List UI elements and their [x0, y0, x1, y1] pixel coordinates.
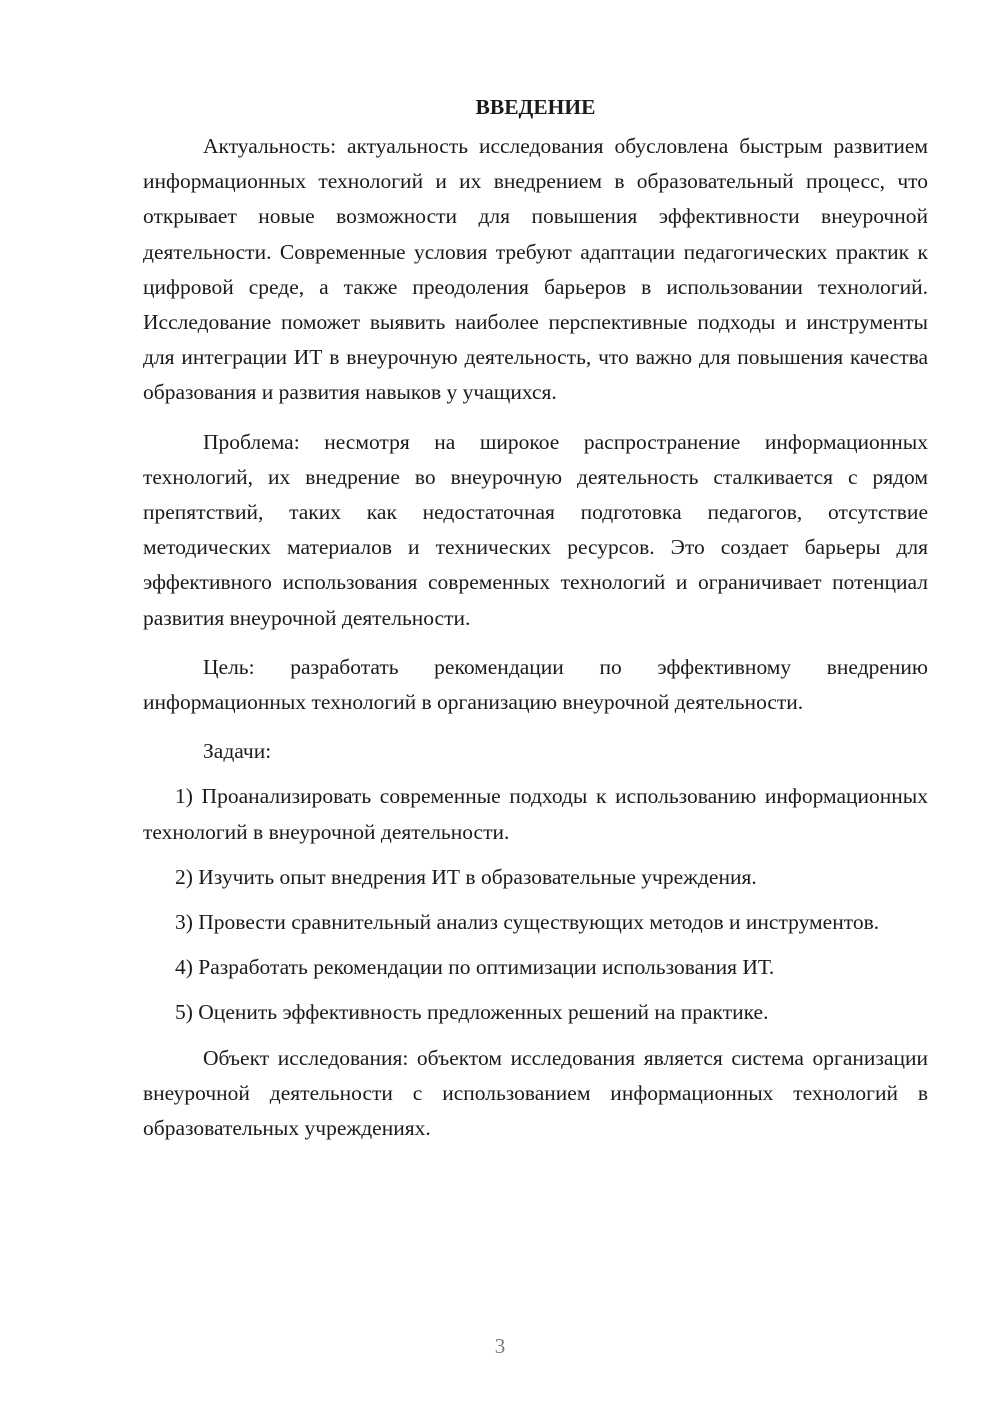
task-item-3: 3) Провести сравнительный анализ существующих методов и инструментов. [175, 910, 880, 935]
goal-paragraph: Цель: разработать рекомендации по эффективному внедрению информационных технологий в организацию внеурочной деятельности. [143, 654, 928, 715]
page-title: ВВЕДЕНИЕ [475, 95, 596, 119]
relevance-paragraph: Актуальность: актуальность исследования обусловлена быстрым развитием информационных технологий и их внедрением в образовательный процесс, что открывает новые возможности для повышения эффективности внеурочной деятельности. Современные условия требуют адаптации педагогических практик к цифровой среде, а также преодоления барьеров в использовании технологий. Исследование поможет выявить наиболее перспективные подходы и инструменты для интеграции ИТ в внеурочную деятельность, что важно для повышения качества образования и развития навыков у учащихся. [143, 134, 928, 405]
task-item-1: 1) Проанализировать современные подходы к использованию информационных технологий в внеурочной деятельности. [143, 784, 928, 844]
task-item-4: 4) Разработать рекомендации по оптимизации использования ИТ. [175, 955, 775, 980]
page-number: 3 [494, 1334, 506, 1358]
object-paragraph: Объект исследования: объектом исследования является система организации внеурочной деятельности с использованием информационных технологий в образовательных учреждениях. [143, 1045, 928, 1141]
task-item-5: 5) Оценить эффективность предложенных решений на практике. [175, 1000, 769, 1025]
problem-paragraph: Проблема: несмотря на широкое распространение информационных технологий, их внедрение во внеурочную деятельность сталкивается с рядом препятствий, таких как недостаточная подготовка педагогов, отсутствие методических материалов и технических ресурсов. Это создает барьеры для эффективного использования современных технологий и ограничивает потенциал развития внеурочной деятельности. [143, 429, 928, 630]
document-page [143, 90, 928, 1160]
task-item-2: 2) Изучить опыт внедрения ИТ в образовательные учреждения. [175, 864, 757, 889]
tasks-label: Задачи: [203, 739, 272, 764]
